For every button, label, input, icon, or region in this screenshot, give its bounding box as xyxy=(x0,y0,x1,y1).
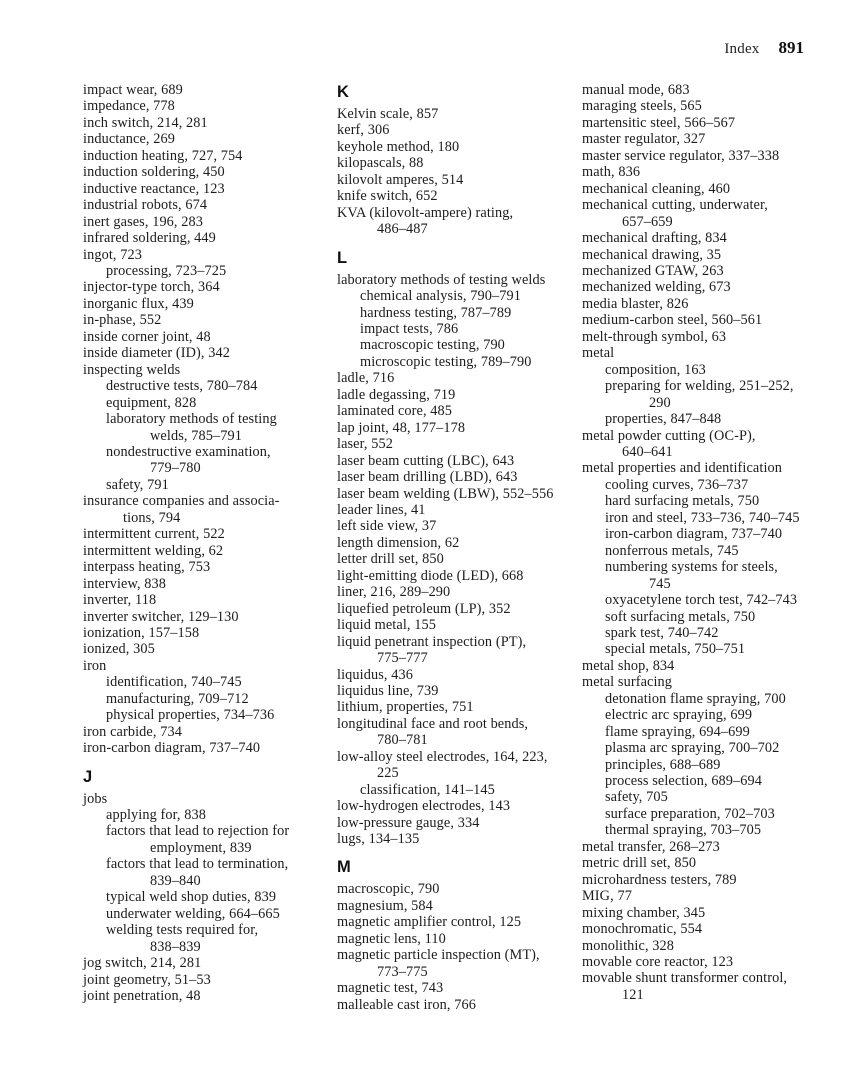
index-entry-line: laser, 552 xyxy=(337,436,394,453)
index-entry-line: magnetic lens, 110 xyxy=(337,930,446,947)
index-entry-line: maraging steels, 565 xyxy=(582,98,702,115)
index-entry-line: 745 xyxy=(649,575,671,592)
index-entry-line: numbering systems for steels, xyxy=(605,559,778,576)
index-entry-line: magnetic test, 743 xyxy=(337,980,444,997)
index-entry-line: left side view, 37 xyxy=(337,518,437,535)
index-entry-line: surface preparation, 702–703 xyxy=(605,805,775,822)
index-entry-line: metal transfer, 268–273 xyxy=(582,838,720,855)
index-entry-line: lithium, properties, 751 xyxy=(337,699,474,716)
index-entry-line: metal properties and identification xyxy=(582,460,783,477)
index-entry-line: ionization, 157–158 xyxy=(83,624,200,641)
index-entry-line: microhardness testers, 789 xyxy=(582,871,737,888)
index-entry-line: preparing for welding, 251–252, xyxy=(605,378,794,395)
index-entry-line: inside corner joint, 48 xyxy=(83,328,211,345)
index-entry-line: identification, 740–745 xyxy=(106,674,242,691)
index-entry-line: nonferrous metals, 745 xyxy=(605,542,739,559)
index-entry-line: laminated core, 485 xyxy=(337,403,453,420)
index-entry-line: process selection, 689–694 xyxy=(605,773,763,790)
index-entry-line: chemical analysis, 790–791 xyxy=(360,288,522,305)
index-entry-line: lugs, 134–135 xyxy=(337,831,420,848)
index-entry-line: kilopascals, 88 xyxy=(337,155,424,172)
running-head-title: Index xyxy=(724,41,760,57)
index-entry-line: longitudinal face and root bends, xyxy=(337,715,529,732)
index-entry-line: kilovolt amperes, 514 xyxy=(337,171,464,188)
index-entry-line: manual mode, 683 xyxy=(582,82,690,98)
index-entry-line: inverter switcher, 129–130 xyxy=(83,608,239,625)
index-entry-line: liquid penetrant inspection (PT), xyxy=(337,633,527,650)
index-entry-line: metal powder cutting (OC-P), xyxy=(582,427,756,444)
index-entry-line: in-phase, 552 xyxy=(83,312,162,329)
index-entry-line: safety, 705 xyxy=(605,789,668,806)
index-entry-line: macroscopic, 790 xyxy=(337,881,440,898)
index-entry-line: 640–641 xyxy=(622,443,673,460)
index-entry-line: movable core reactor, 123 xyxy=(582,954,734,971)
index-entry-line: melt-through symbol, 63 xyxy=(582,328,727,345)
index-entry-line: laser beam drilling (LBD), 643 xyxy=(337,469,518,486)
index-entry-line: laser beam welding (LBW), 552–556 xyxy=(337,485,554,502)
index-column-2 xyxy=(337,82,582,1013)
index-entry-line: soft surfacing metals, 750 xyxy=(605,608,756,625)
index-entry-line: thermal spraying, 703–705 xyxy=(605,822,762,839)
index-entry-line: composition, 163 xyxy=(605,361,706,378)
index-entry-line: induction soldering, 450 xyxy=(83,164,225,181)
page-number: 891 xyxy=(778,38,804,57)
index-entry-line: inverter, 118 xyxy=(83,592,157,609)
index-entry-line: math, 836 xyxy=(582,164,641,181)
index-entry-line: cooling curves, 736–737 xyxy=(605,476,749,493)
index-entry-line: mechanical cleaning, 460 xyxy=(582,180,731,197)
index-entry-line: 657–659 xyxy=(622,213,673,230)
index-entry-line: interview, 838 xyxy=(83,575,167,592)
index-entry-line: welding tests required for, xyxy=(106,922,259,939)
index-entry-line: 121 xyxy=(622,986,644,1003)
index-entry-line: liquidus, 436 xyxy=(337,666,413,683)
index-entry-line: KVA (kilovolt-ampere) rating, xyxy=(337,204,514,221)
index-entry-line: MIG, 77 xyxy=(582,888,632,905)
index-entry-line: 838–839 xyxy=(150,938,201,955)
index-entry-line: laser beam cutting (LBC), 643 xyxy=(337,452,515,469)
index-entry-line: mechanical drafting, 834 xyxy=(582,230,727,247)
index-entry-line: inductance, 269 xyxy=(83,131,176,148)
index-entry-line: principles, 688–689 xyxy=(605,756,721,773)
section-letter-heading-k: K xyxy=(337,83,349,101)
index-entry-line: hard surfacing metals, 750 xyxy=(605,493,760,510)
index-entry-line: 839–840 xyxy=(150,872,201,889)
index-entry-line: intermittent welding, 62 xyxy=(83,542,224,559)
index-entry-line: spark test, 740–742 xyxy=(605,624,719,641)
index-entry-line: mechanical cutting, underwater, xyxy=(582,197,768,214)
index-entry-line: keyhole method, 180 xyxy=(337,138,460,155)
index-entry-line: lap joint, 48, 177–178 xyxy=(337,419,466,436)
index-entry-line: classification, 141–145 xyxy=(360,781,495,798)
index-entry-line: 780–781 xyxy=(377,732,428,749)
index-entry-line: iron-carbon diagram, 737–740 xyxy=(83,740,261,757)
index-entry-line: low-pressure gauge, 334 xyxy=(337,814,480,831)
index-entry-line: interpass heating, 753 xyxy=(83,559,211,576)
index-entry-line: length dimension, 62 xyxy=(337,534,460,551)
index-entry-line: impact tests, 786 xyxy=(360,320,459,337)
index-entry-line: magnetic particle inspection (MT), xyxy=(337,947,540,964)
index-entry-line: liquid metal, 155 xyxy=(337,617,436,634)
index-entry-line: equipment, 828 xyxy=(106,394,197,411)
index-entry-line: flame spraying, 694–699 xyxy=(605,723,750,740)
index-entry-line: nondestructive examination, xyxy=(106,443,271,460)
index-entry-line: oxyacetylene torch test, 742–743 xyxy=(605,592,798,609)
index-entry-line: impact wear, 689 xyxy=(83,82,183,98)
index-entry-line: tions, 794 xyxy=(123,509,181,526)
index-entry-line: injector-type torch, 364 xyxy=(83,279,220,296)
index-entry-line: infrared soldering, 449 xyxy=(83,230,216,247)
index-entry-line: master regulator, 327 xyxy=(582,131,706,148)
index-entry-line: electric arc spraying, 699 xyxy=(605,707,753,724)
index-entry-line: factors that lead to rejection for xyxy=(106,823,290,840)
index-entry-line: inductive reactance, 123 xyxy=(83,180,225,197)
index-entry-line: martensitic steel, 566–567 xyxy=(582,114,736,131)
index-entry-line: inside diameter (ID), 342 xyxy=(83,345,231,362)
index-entry-line: hardness testing, 787–789 xyxy=(360,304,512,321)
index-entry-line: iron xyxy=(83,657,107,674)
index-entry-line: joint geometry, 51–53 xyxy=(83,971,211,988)
index-entry-line: metric drill set, 850 xyxy=(582,855,697,872)
index-entry-line: movable shunt transformer control, xyxy=(582,970,788,987)
index-entry-line: liner, 216, 289–290 xyxy=(337,584,451,601)
index-entry-line: magnetic amplifier control, 125 xyxy=(337,914,522,931)
index-entry-line: factors that lead to termination, xyxy=(106,856,289,873)
index-entry-line: Kelvin scale, 857 xyxy=(337,106,439,122)
index-entry-line: laboratory methods of testing xyxy=(106,411,277,428)
index-entry-line: typical weld shop duties, 839 xyxy=(106,889,277,906)
index-entry-line: detonation flame spraying, 700 xyxy=(605,690,786,707)
index-entry-line: low-alloy steel electrodes, 164, 223, xyxy=(337,748,548,765)
index-entry-line: metal shop, 834 xyxy=(582,657,675,674)
index-entry-line: mixing chamber, 345 xyxy=(582,904,706,921)
index-entry-line: iron-carbon diagram, 737–740 xyxy=(605,526,783,543)
index-entry-line: safety, 791 xyxy=(106,476,169,493)
index-entry-line: 779–780 xyxy=(150,460,201,477)
index-entry-line: special metals, 750–751 xyxy=(605,641,746,658)
section-letter-heading-j: J xyxy=(83,767,93,786)
index-entry-line: jobs xyxy=(83,790,108,807)
index-entry-line: leader lines, 41 xyxy=(337,501,426,518)
index-entry-line: mechanical drawing, 35 xyxy=(582,246,722,263)
index-entry-line: mechanized GTAW, 263 xyxy=(582,262,724,279)
index-entry-line: iron and steel, 733–736, 740–745 xyxy=(605,509,800,526)
index-entry-line: letter drill set, 850 xyxy=(337,551,444,568)
index-entry-line: ionized, 305 xyxy=(83,641,155,658)
index-column-1 xyxy=(83,82,328,1004)
index-entry-line: ingot, 723 xyxy=(83,246,142,263)
index-entry-line: applying for, 838 xyxy=(106,807,206,824)
index-entry-line: laboratory methods of testing welds xyxy=(337,271,546,288)
index-entry-line: light-emitting diode (LED), 668 xyxy=(337,567,524,584)
index-entry-line: processing, 723–725 xyxy=(106,262,227,279)
index-entry-line: metal xyxy=(582,345,615,362)
index-entry-line: monolithic, 328 xyxy=(582,937,675,954)
index-entry-line: induction heating, 727, 754 xyxy=(83,147,243,164)
index-entry-line: insurance companies and associa- xyxy=(83,493,280,510)
index-entry-line: metal surfacing xyxy=(582,674,673,691)
index-entry-line: inspecting welds xyxy=(83,361,181,378)
index-entry-line: 225 xyxy=(377,765,399,782)
index-entry-line: ladle degassing, 719 xyxy=(337,386,456,403)
index-entry-line: jog switch, 214, 281 xyxy=(83,955,202,972)
index-entry-line: malleable cast iron, 766 xyxy=(337,996,476,1013)
index-entry-line: 290 xyxy=(649,394,671,411)
index-entry-line: microscopic testing, 789–790 xyxy=(360,353,532,370)
index-entry-line: 775–777 xyxy=(377,650,428,667)
index-column-3 xyxy=(582,82,832,1003)
index-entry-line: kerf, 306 xyxy=(337,122,390,139)
index-entry-line: low-hydrogen electrodes, 143 xyxy=(337,798,511,815)
index-entry-line: magnesium, 584 xyxy=(337,897,433,914)
index-entry-line: welds, 785–791 xyxy=(150,427,242,444)
index-entry-line: liquefied petroleum (LP), 352 xyxy=(337,600,511,617)
index-entry-line: impedance, 778 xyxy=(83,98,175,115)
index-entry-line: underwater welding, 664–665 xyxy=(106,905,280,922)
index-entry-line: inorganic flux, 439 xyxy=(83,295,194,312)
running-head xyxy=(724,38,804,58)
index-entry-line: 486–487 xyxy=(377,221,428,238)
index-entry-line: media blaster, 826 xyxy=(582,295,689,312)
index-entry-line: monochromatic, 554 xyxy=(582,921,703,938)
section-letter-heading-m: M xyxy=(337,858,351,877)
index-entry-line: medium-carbon steel, 560–561 xyxy=(582,312,763,329)
index-entry-line: inert gases, 196, 283 xyxy=(83,213,204,230)
index-entry-line: manufacturing, 709–712 xyxy=(106,690,249,707)
index-entry-line: physical properties, 734–736 xyxy=(106,707,275,724)
index-entry-line: ladle, 716 xyxy=(337,370,395,387)
index-entry-line: master service regulator, 337–338 xyxy=(582,147,780,164)
index-entry-line: iron carbide, 734 xyxy=(83,723,182,740)
index-entry-line: industrial robots, 674 xyxy=(83,197,208,214)
index-entry-line: employment, 839 xyxy=(150,839,252,856)
index-entry-line: plasma arc spraying, 700–702 xyxy=(605,740,780,757)
index-entry-line: inch switch, 214, 281 xyxy=(83,114,208,131)
index-entry-line: mechanized welding, 673 xyxy=(582,279,731,296)
section-letter-heading-l: L xyxy=(337,248,348,267)
index-entry-line: 773–775 xyxy=(377,963,428,980)
index-entry-line: joint penetration, 48 xyxy=(83,988,201,1005)
index-entry-line: destructive tests, 780–784 xyxy=(106,378,258,395)
index-entry-line: properties, 847–848 xyxy=(605,411,722,428)
index-entry-line: knife switch, 652 xyxy=(337,188,438,205)
index-entry-line: macroscopic testing, 790 xyxy=(360,337,505,354)
index-entry-line: liquidus line, 739 xyxy=(337,682,439,699)
index-entry-line: intermittent current, 522 xyxy=(83,526,225,543)
